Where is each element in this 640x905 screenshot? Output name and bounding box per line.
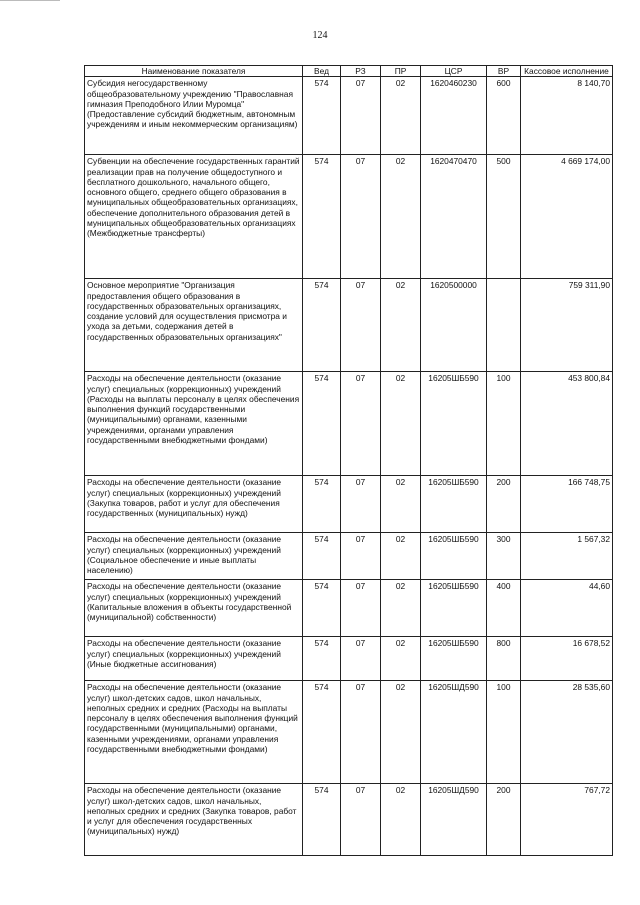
row-name: Расходы на обеспечение деятельности (оказание услуг) специальных (коррекционных) учреждений (Социальное обеспечение и иные выплаты населению) — [85, 533, 303, 580]
row-pr: 02 — [381, 533, 421, 580]
table-row — [85, 681, 613, 784]
row-pr: 02 — [381, 77, 421, 155]
header-amount: Кассовое исполнение — [521, 66, 613, 77]
row-csr: 16205ШБ590 — [421, 580, 487, 637]
row-amount: 767,72 — [521, 784, 613, 856]
row-name: Субвенции на обеспечение государственных гарантий реализации прав на получение общедоступного и бесплатного дошкольного, начального общего, основного общего, среднего общего образования в муниципальных общеобразовательных организациях, обеспечение дополнительного образования детей в муниципальных общеобразовательных организациях (Межбюджетные трансферты) — [85, 155, 303, 279]
row-name: Расходы на обеспечение деятельности (оказание услуг) специальных (коррекционных) учреждений (Иные бюджетные ассигнования) — [85, 637, 303, 681]
table-row — [85, 533, 613, 580]
table-row — [85, 279, 613, 372]
table-row — [85, 476, 613, 533]
row-vr: 100 — [487, 681, 521, 784]
row-amount: 44,60 — [521, 580, 613, 637]
table-row — [85, 784, 613, 856]
budget-execution-table — [84, 65, 613, 856]
row-rz: 07 — [341, 533, 381, 580]
row-vr: 500 — [487, 155, 521, 279]
header-name: Наименование показателя — [85, 66, 303, 77]
row-vr: 100 — [487, 372, 521, 476]
row-rz: 07 — [341, 637, 381, 681]
row-csr: 1620470470 — [421, 155, 487, 279]
row-csr: 16205ШБ590 — [421, 637, 487, 681]
header-rz: РЗ — [341, 66, 381, 77]
row-pr: 02 — [381, 681, 421, 784]
row-csr: 16205ШБ590 — [421, 476, 487, 533]
scan-edge-line — [0, 0, 60, 1]
row-csr: 16205ШБ590 — [421, 533, 487, 580]
row-vr: 400 — [487, 580, 521, 637]
row-csr: 16205ШД590 — [421, 681, 487, 784]
row-amount: 16 678,52 — [521, 637, 613, 681]
row-pr: 02 — [381, 372, 421, 476]
row-vr: 800 — [487, 637, 521, 681]
page-number: 124 — [312, 30, 328, 41]
row-ved: 574 — [303, 533, 341, 580]
row-ved: 574 — [303, 476, 341, 533]
row-ved: 574 — [303, 580, 341, 637]
row-amount: 1 567,32 — [521, 533, 613, 580]
row-ved: 574 — [303, 77, 341, 155]
table-row — [85, 77, 613, 155]
row-csr: 1620500000 — [421, 279, 487, 372]
row-rz: 07 — [341, 476, 381, 533]
row-name: Основное мероприятие "Организация предоставления общего образования в государственных образовательных организациях, создание условий для осуществления присмотра и ухода за детьми, содержания детей в государственных образовательных организациях" — [85, 279, 303, 372]
table-row — [85, 155, 613, 279]
row-pr: 02 — [381, 784, 421, 856]
row-name: Субсидия негосударственному общеобразовательному учреждению "Православная гимназия Преподобного Илии Муромца" (Предоставление субсидий бюджетным, автономным учреждениям и иным некоммерческим организациям) — [85, 77, 303, 155]
row-amount: 8 140,70 — [521, 77, 613, 155]
row-name: Расходы на обеспечение деятельности (оказание услуг) школ-детских садов, школ начальных, неполных средних и средних (Закупка товаров, работ и услуг для обеспечения государственных (муниципальных) нужд) — [85, 784, 303, 856]
row-rz: 07 — [341, 77, 381, 155]
row-ved: 574 — [303, 681, 341, 784]
row-csr: 1620460230 — [421, 77, 487, 155]
row-ved: 574 — [303, 372, 341, 476]
row-rz: 07 — [341, 372, 381, 476]
table-row — [85, 372, 613, 476]
row-pr: 02 — [381, 580, 421, 637]
row-name: Расходы на обеспечение деятельности (оказание услуг) специальных (коррекционных) учреждений (Расходы на выплаты персоналу в целях обеспечения выполнения функций государственными (муниципальными) органами, казенными учреждениями, органами управления государственными внебюджетными фондами) — [85, 372, 303, 476]
row-vr: 600 — [487, 77, 521, 155]
header-ved: Вед — [303, 66, 341, 77]
row-ved: 574 — [303, 155, 341, 279]
row-vr: 300 — [487, 533, 521, 580]
row-ved: 574 — [303, 784, 341, 856]
header-pr: ПР — [381, 66, 421, 77]
header-vr: ВР — [487, 66, 521, 77]
table-header-row — [85, 66, 613, 77]
row-vr: 200 — [487, 476, 521, 533]
table-row — [85, 637, 613, 681]
row-rz: 07 — [341, 681, 381, 784]
row-amount: 28 535,60 — [521, 681, 613, 784]
row-pr: 02 — [381, 155, 421, 279]
row-amount: 453 800,84 — [521, 372, 613, 476]
row-name: Расходы на обеспечение деятельности (оказание услуг) специальных (коррекционных) учреждений (Закупка товаров, работ и услуг для обеспечения государственных (муниципальных) нужд) — [85, 476, 303, 533]
row-rz: 07 — [341, 580, 381, 637]
row-amount: 166 748,75 — [521, 476, 613, 533]
row-pr: 02 — [381, 279, 421, 372]
row-ved: 574 — [303, 637, 341, 681]
row-pr: 02 — [381, 637, 421, 681]
header-csr: ЦСР — [421, 66, 487, 77]
row-amount: 4 669 174,00 — [521, 155, 613, 279]
row-name: Расходы на обеспечение деятельности (оказание услуг) специальных (коррекционных) учреждений (Капитальные вложения в объекты государственной (муниципальной) собственности) — [85, 580, 303, 637]
table-row — [85, 580, 613, 637]
row-name: Расходы на обеспечение деятельности (оказание услуг) школ-детских садов, школ начальных, неполных средних и средних (Расходы на выплаты персоналу в целях обеспечения выполнения функций государственными (муниципальными) органами, казенными учреждениями, органами управления государственными внебюджетными фондами) — [85, 681, 303, 784]
row-csr: 16205ШД590 — [421, 784, 487, 856]
row-pr: 02 — [381, 476, 421, 533]
row-amount: 759 311,90 — [521, 279, 613, 372]
row-rz: 07 — [341, 155, 381, 279]
row-vr — [487, 279, 521, 372]
row-vr: 200 — [487, 784, 521, 856]
row-rz: 07 — [341, 279, 381, 372]
row-csr: 16205ШБ590 — [421, 372, 487, 476]
row-rz: 07 — [341, 784, 381, 856]
row-ved: 574 — [303, 279, 341, 372]
